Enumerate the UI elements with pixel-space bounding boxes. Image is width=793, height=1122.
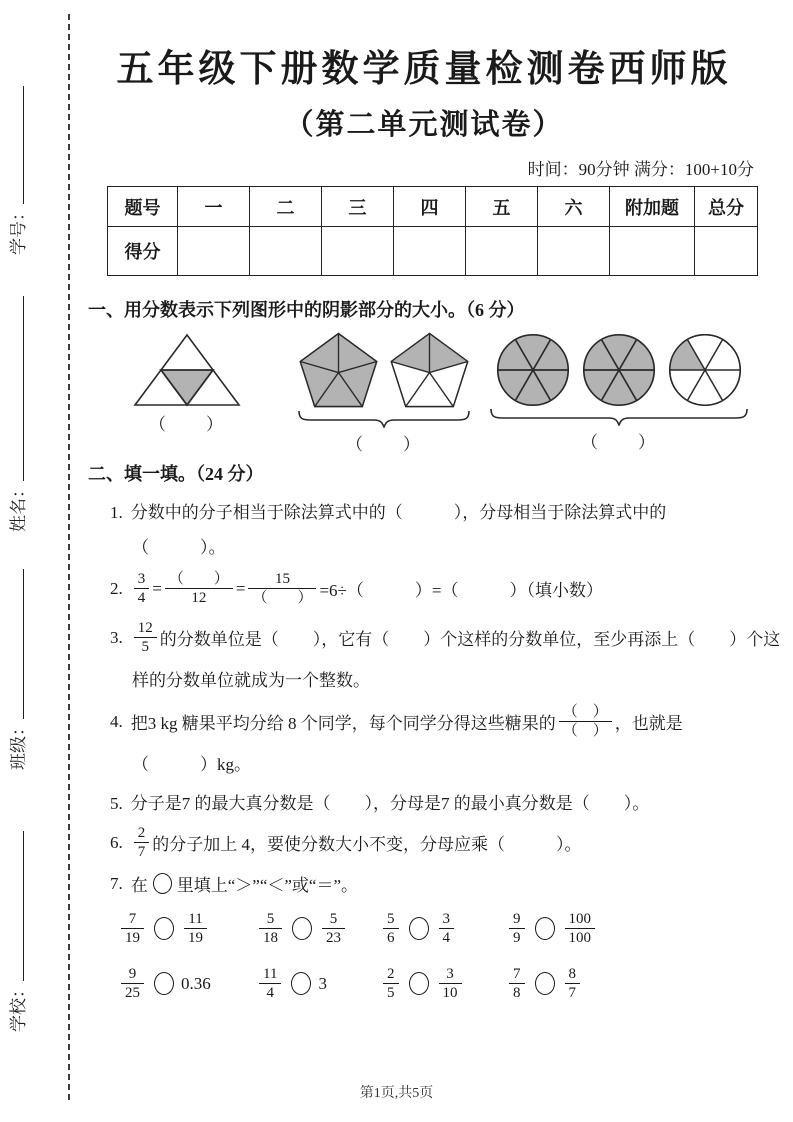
- comparison-item-7: [380, 965, 506, 1002]
- section-1-figures: [88, 330, 760, 454]
- fraction-2-7: $\frac{2}{7}$: [134, 824, 150, 861]
- score-table-col-total: 总分: [695, 187, 758, 227]
- fraction: $\frac{7}{8}$: [509, 965, 525, 1002]
- fraction: $\frac{5}{18}$: [259, 910, 282, 947]
- fraction: $\frac{2}{5}$: [383, 965, 399, 1002]
- comparison-item-5: [118, 965, 256, 1002]
- question-2-tail: =6÷（ ）=（ ）（填小数）: [319, 581, 603, 600]
- student-name-blank-line: [21, 296, 24, 481]
- question-1-line-2: （ ）。: [132, 538, 226, 557]
- score-table-corner: 题号: [108, 187, 178, 227]
- question-3-number: 3.: [110, 627, 123, 647]
- circle-figure-group: [488, 332, 750, 453]
- comparison-item-8: [506, 965, 760, 1002]
- compare-circle-icon: [535, 917, 555, 940]
- question-6-text: 的分子加上 4，要使分数大小不变，分母应乘（ ）。: [152, 835, 582, 854]
- question-3-text: 的分数单位是（ ），它有（ ）个这样的分数单位，至少再添上（ ）个这: [159, 630, 781, 649]
- comparison-item-4: [506, 910, 760, 947]
- compare-circle-icon: [153, 873, 172, 894]
- score-row-label: 得分: [108, 227, 178, 276]
- question-5-number: 5.: [110, 794, 123, 813]
- pentagon-figure-group: [296, 330, 472, 455]
- question-6: [88, 824, 760, 861]
- fraction: $\frac{5}{6}$: [383, 910, 399, 947]
- question-4-text-b: ，也就是: [614, 714, 683, 733]
- question-1-line-1: [88, 498, 760, 523]
- circle-fully-shaded-figure-2: [579, 332, 659, 408]
- class-field: [4, 569, 26, 770]
- question-4-text-a: 把3 kg 糖果平均分给 8 个同学，每个同学分得这些糖果的: [130, 714, 556, 733]
- score-table-header-row: [108, 187, 758, 227]
- score-table-col-1: 一: [178, 187, 250, 227]
- score-cell: [250, 227, 322, 276]
- equals-sign: =: [235, 578, 246, 598]
- school-blank-line: [21, 831, 24, 981]
- compare-circle-icon: [291, 972, 311, 995]
- time-score-meta: 时间：90分钟 满分：100+10分: [527, 160, 754, 179]
- student-id-label: 学号：: [9, 204, 28, 255]
- class-label: 班级：: [9, 719, 28, 770]
- question-5-text: 分子是7 的最大真分数是（ ），分母是7 的最小真分数是（ ）。: [130, 794, 650, 813]
- fraction: $\frac{11}{19}$: [184, 910, 207, 947]
- comparison-value: 3: [318, 973, 327, 993]
- score-table-col-extra: 附加题: [610, 187, 695, 227]
- fraction: $\frac{11}{4}$: [259, 965, 281, 1002]
- question-6-number: 6.: [110, 832, 123, 852]
- question-7: [88, 871, 760, 896]
- page-subtitle: （第二单元测试卷）: [284, 109, 564, 141]
- circle-answer-blank: （ ）: [581, 433, 657, 452]
- class-blank-line: [21, 569, 24, 719]
- score-cell: [178, 227, 250, 276]
- score-cell: [538, 227, 610, 276]
- page-title: 五年级下册数学质量检测卷西师版: [116, 49, 732, 90]
- pentagon-partly-shaded-figure: [387, 330, 472, 410]
- equals-sign: =: [152, 578, 162, 598]
- question-1-text: 分数中的分子相当于除法算式中的（ ），分母相当于除法算式中的: [130, 503, 667, 522]
- test-paper: [88, 0, 781, 1002]
- compare-circle-icon: [409, 917, 429, 940]
- triangle-figure-group: [126, 332, 248, 435]
- brace-icon: [296, 410, 472, 428]
- pentagon-answer-blank: （ ）: [346, 435, 422, 454]
- question-5: [88, 789, 760, 814]
- score-table-col-5: 五: [466, 187, 538, 227]
- question-3-line-1: [88, 619, 781, 656]
- question-3-line-2: 样的分数单位就成为一个整数。: [132, 671, 370, 690]
- fraction: $\frac{9}{25}$: [121, 965, 144, 1002]
- score-table-col-6: 六: [538, 187, 610, 227]
- circle-partly-shaded-figure: [665, 332, 745, 408]
- dashed-cut-line: [68, 14, 70, 1100]
- circle-fully-shaded-figure-1: [493, 332, 573, 408]
- section-1-heading: 一、用分数表示下列图形中的阴影部分的大小。（6 分）: [88, 300, 525, 320]
- school-field: [4, 831, 26, 1032]
- question-7-number: 7.: [110, 873, 123, 893]
- question-4-line-2: （ ）kg。: [132, 755, 251, 774]
- fraction: $\frac{100}{100}$: [565, 910, 596, 947]
- score-table-col-2: 二: [250, 187, 322, 227]
- question-4-number: 4.: [110, 711, 123, 731]
- triangle-answer-blank: （ ）: [149, 415, 225, 434]
- score-table: [107, 186, 758, 276]
- comparison-grid: [88, 910, 760, 1002]
- fraction-12-5: $\frac{12}{5}$: [134, 619, 157, 656]
- fraction: $\frac{5}{23}$: [322, 910, 345, 947]
- student-name-label: 姓名：: [9, 481, 28, 532]
- fraction-blank-12: $\frac{( )}{12}$: [165, 570, 233, 607]
- question-7-text-pre: 在: [130, 876, 148, 895]
- compare-circle-icon: [154, 917, 174, 940]
- score-table-col-4: 四: [394, 187, 466, 227]
- compare-circle-icon: [409, 972, 429, 995]
- student-id-blank-line: [21, 86, 24, 204]
- score-cell: [610, 227, 695, 276]
- student-id-field: [4, 86, 26, 255]
- fraction: $\frac{8}{7}$: [565, 965, 581, 1002]
- school-label: 学校：: [9, 981, 28, 1032]
- score-table-col-3: 三: [322, 187, 394, 227]
- score-cell: [466, 227, 538, 276]
- brace-icon: [488, 408, 750, 426]
- compare-circle-icon: [535, 972, 555, 995]
- comparison-item-3: [380, 910, 506, 947]
- fraction: $\frac{3}{4}$: [439, 910, 455, 947]
- question-2: [88, 570, 760, 607]
- question-1-number: 1.: [110, 503, 123, 522]
- score-table-score-row: [108, 227, 758, 276]
- student-name-field: [4, 296, 26, 532]
- fraction: $\frac{3}{10}$: [439, 965, 462, 1002]
- pentagon-fully-shaded-figure: [296, 330, 381, 410]
- page-footer: 第1页,共5页: [359, 1086, 434, 1101]
- comparison-item-1: [118, 910, 256, 947]
- score-cell: [695, 227, 758, 276]
- section-2-heading: 二、填一填。（24 分）: [88, 464, 264, 484]
- shaded-triangle-figure: [126, 332, 248, 408]
- fraction: $\frac{7}{19}$: [121, 910, 144, 947]
- comparison-value: 0.36: [181, 973, 211, 993]
- compare-circle-icon: [154, 972, 174, 995]
- question-4-line-1: [88, 703, 760, 740]
- fraction: $\frac{9}{9}$: [509, 910, 525, 947]
- comparison-item-2: [256, 910, 380, 947]
- comparison-item-6: [256, 965, 380, 1002]
- question-2-number: 2.: [110, 578, 123, 598]
- score-cell: [322, 227, 394, 276]
- score-cell: [394, 227, 466, 276]
- fraction-3-4: $\frac{3}{4}$: [134, 570, 150, 607]
- compare-circle-icon: [292, 917, 312, 940]
- fraction-blank-blank: $\frac{( )}{( )}$: [559, 703, 612, 740]
- fraction-15-blank: $\frac{15}{( )}$: [248, 570, 316, 607]
- question-7-text-post: 里填上“＞”“＜”或“＝”。: [176, 876, 359, 895]
